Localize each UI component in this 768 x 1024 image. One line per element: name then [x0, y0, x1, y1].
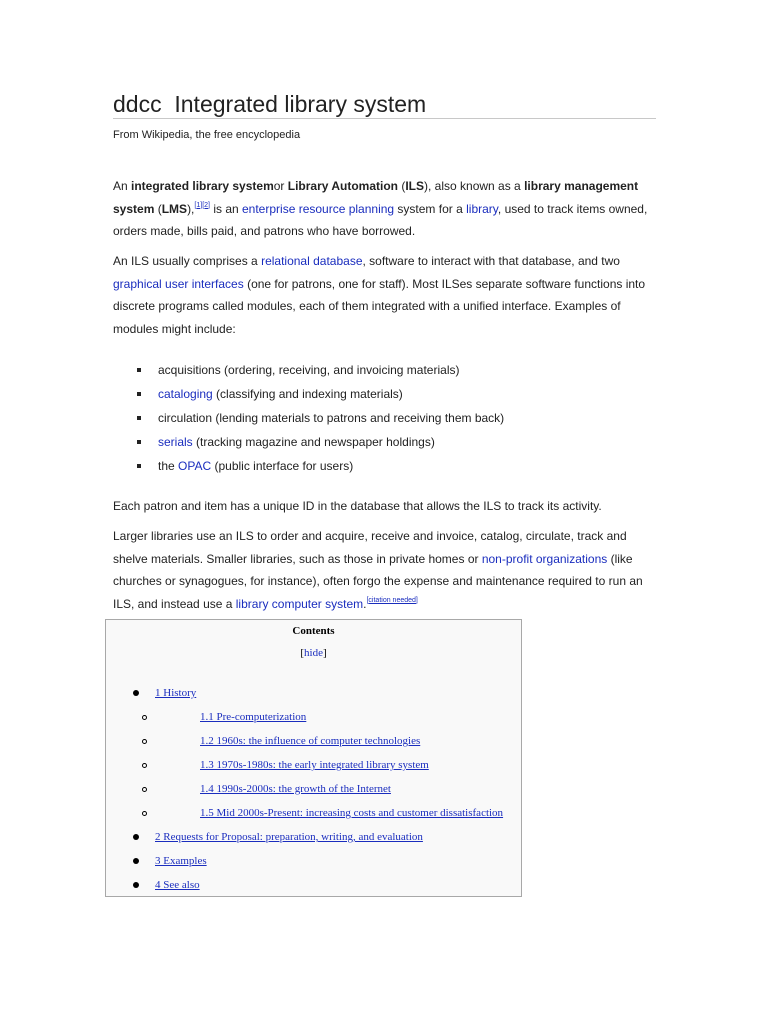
text: ), — [187, 201, 195, 216]
toc-link[interactable]: 1.2 1960s: the influence of computer technologies — [200, 735, 421, 747]
bullet-icon — [133, 858, 139, 864]
text: , used to track items owned, orders made, bills paid, and patrons who have borrowed. — [113, 201, 648, 238]
reference-label: [1][2] — [194, 201, 210, 209]
title-divider — [113, 118, 656, 119]
text: ( — [398, 179, 406, 193]
list-item — [113, 358, 658, 382]
toc-link[interactable]: 1 History — [155, 687, 197, 699]
text: or — [273, 179, 288, 193]
link-library[interactable]: library — [466, 201, 498, 216]
link-graphical-user-interfaces[interactable]: graphical user interfaces — [113, 276, 244, 291]
item-text: circulation (lending materials to patrons and receiving them back) — [158, 411, 505, 425]
toc-item-pre-computerization — [200, 710, 306, 724]
link-relational-database[interactable]: relational database — [261, 254, 363, 268]
bullet-icon — [137, 440, 141, 444]
toc-item-rfp — [155, 830, 423, 844]
site-subtitle: From Wikipedia, the free encyclopedia — [113, 129, 301, 141]
title-text: Integrated library system — [174, 91, 427, 117]
link-serials[interactable]: serials — [158, 435, 193, 449]
list-item — [113, 454, 658, 478]
term-library-automation: Library Automation — [287, 179, 398, 193]
text: (one for patrons, one for staff). Most ILSes separate software functions into discrete programs called modules, each of them integrated with a unified interface. Examples of modules might include: — [113, 276, 646, 336]
bullet-icon — [137, 464, 141, 468]
text: ( — [154, 201, 162, 216]
intro-paragraph — [113, 175, 658, 243]
toc-link[interactable]: 3 Examples — [155, 855, 207, 867]
reference-link[interactable] — [194, 202, 210, 209]
toc-hide-link[interactable]: hide — [304, 647, 323, 659]
item-text: acquisitions (ordering, receiving, and invoicing materials) — [158, 363, 460, 377]
text: Larger libraries use an ILS to order and acquire, receive and invoice, catalog, circulate, track and shelve materials. Smaller libraries, such as those in private homes or — [113, 529, 627, 566]
list-item — [113, 406, 658, 430]
term-ils-abbr: ILS — [405, 179, 425, 193]
toc-item-history — [155, 686, 196, 700]
toc-title: Contents — [292, 625, 335, 637]
citation-label: [citation needed] — [366, 596, 418, 604]
bullet-icon — [133, 882, 139, 888]
bullet-icon — [137, 416, 141, 420]
library-size-paragraph — [113, 525, 658, 615]
toc-link[interactable]: 1.1 Pre-computerization — [200, 711, 307, 723]
toc-toggle — [106, 647, 521, 659]
toc-link[interactable]: 1.4 1990s-2000s: the growth of the Internet — [200, 783, 391, 795]
link-non-profit-organizations[interactable]: non-profit organizations — [481, 551, 608, 566]
term-library-management-system: library management system — [113, 179, 639, 216]
text: (like churches or synagogues, for instance), often forgo the expense and maintenance required to run an ILS, and instead use a — [113, 551, 643, 611]
text: is an — [209, 201, 242, 216]
item-text: (classifying and indexing materials) — [212, 387, 403, 401]
link-library-computer-system[interactable]: library computer system — [235, 596, 364, 611]
text: , software to interact with that database, and two — [362, 254, 620, 268]
toc-link[interactable]: 1.5 Mid 2000s-Present: increasing costs and customer dissatisfaction — [200, 807, 504, 819]
toc-link[interactable]: 1.3 1970s-1980s: the early integrated library system — [200, 759, 429, 771]
circle-bullet-icon — [142, 763, 147, 768]
link-enterprise-resource-planning[interactable]: enterprise resource planning — [242, 201, 395, 216]
text: system for a — [394, 201, 467, 216]
toc-item-1960s — [200, 734, 420, 748]
bracket: ] — [322, 647, 327, 659]
list-item — [113, 430, 658, 454]
bullet-icon — [137, 368, 141, 372]
circle-bullet-icon — [142, 787, 147, 792]
list-item — [113, 382, 658, 406]
text: . — [363, 596, 367, 611]
link-opac[interactable]: OPAC — [178, 459, 212, 473]
bracket: [ — [300, 647, 305, 659]
toc-item-1970s-1980s — [200, 758, 429, 772]
toc-link[interactable]: 4 See also — [155, 879, 200, 891]
text: An — [113, 179, 132, 193]
item-text: (public interface for users) — [211, 459, 354, 473]
text: An ILS usually comprises a — [113, 254, 262, 268]
toc-item-1990s-2000s — [200, 782, 391, 796]
text: ), also known as a — [424, 179, 525, 193]
toc-item-examples — [155, 854, 207, 868]
circle-bullet-icon — [142, 739, 147, 744]
circle-bullet-icon — [142, 715, 147, 720]
page-title — [113, 88, 426, 120]
modules-paragraph — [113, 250, 658, 340]
patron-id-paragraph: Each patron and item has a unique ID in the database that allows the ILS to track its activity. — [113, 499, 602, 513]
term-ils: integrated library system — [131, 179, 274, 193]
term-lms: LMS — [161, 201, 188, 216]
item-prefix: the — [158, 459, 179, 473]
toc-item-see-also — [155, 878, 200, 892]
toc-link[interactable]: 2 Requests for Proposal: preparation, writing, and evaluation — [155, 831, 423, 843]
circle-bullet-icon — [142, 811, 147, 816]
toc-item-mid-2000s — [200, 806, 503, 820]
item-text: (tracking magazine and newspaper holdings) — [192, 435, 435, 449]
title-prefix: ddcc — [113, 91, 162, 117]
link-cataloging[interactable]: cataloging — [158, 387, 213, 401]
citation-needed-link[interactable] — [366, 597, 417, 604]
modules-list — [113, 358, 658, 478]
bullet-icon — [133, 690, 139, 696]
table-of-contents — [105, 619, 522, 897]
bullet-icon — [137, 392, 141, 396]
bullet-icon — [133, 834, 139, 840]
